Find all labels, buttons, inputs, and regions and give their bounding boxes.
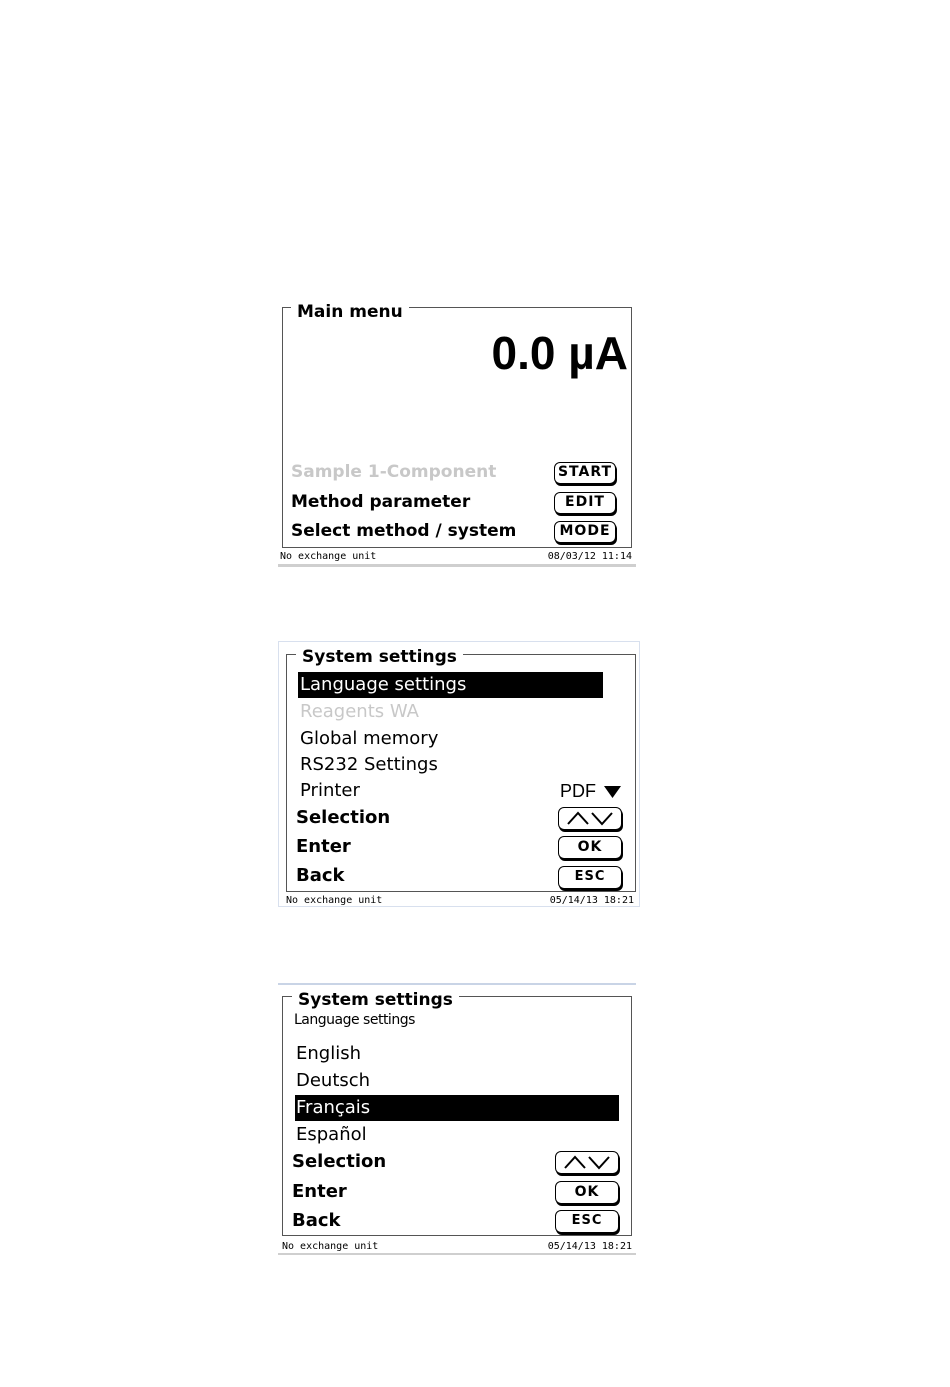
back-label: Back: [292, 1210, 341, 1231]
language-option-francais[interactable]: Français: [295, 1095, 619, 1121]
current-reading: 0.0 µA: [491, 327, 628, 379]
status-divider: [278, 564, 636, 567]
language-option-english[interactable]: English: [296, 1043, 361, 1064]
selection-label: Selection: [296, 807, 391, 828]
status-left: No exchange unit: [282, 1241, 379, 1252]
system-settings-screen: [276, 641, 642, 911]
back-label: Back: [296, 865, 345, 886]
status-left: No exchange unit: [280, 551, 377, 562]
main-menu-screen: [276, 298, 638, 570]
enter-label: Enter: [296, 836, 351, 857]
language-option-deutsch[interactable]: Deutsch: [296, 1070, 371, 1091]
menu-item-rs232-settings[interactable]: RS232 Settings: [300, 754, 438, 775]
selection-label: Selection: [292, 1151, 387, 1172]
selection-up-down-button[interactable]: [555, 1151, 619, 1174]
status-datetime: 05/14/13 18:21: [549, 895, 634, 906]
mode-button[interactable]: MODE: [554, 521, 616, 543]
menu-item-language-settings[interactable]: Language settings: [298, 672, 603, 698]
enter-label: Enter: [292, 1181, 347, 1202]
ok-button[interactable]: OK: [555, 1181, 619, 1204]
status-datetime: 08/03/12 11:14: [547, 551, 632, 562]
status-left: No exchange unit: [286, 895, 383, 906]
system-settings-title: System settings: [296, 649, 463, 666]
menu-item-printer[interactable]: Printer: [300, 780, 360, 801]
method-parameter-label: Method parameter: [291, 492, 471, 512]
language-settings-title: System settings: [292, 992, 459, 1009]
menu-item-reagents-wa: Reagents WA: [300, 701, 419, 722]
language-option-espanol[interactable]: Español: [296, 1124, 367, 1145]
up-down-arrows-icon: [562, 809, 618, 827]
edit-button[interactable]: EDIT: [554, 492, 616, 514]
top-divider: [278, 983, 636, 985]
language-settings-screen: [276, 983, 638, 1255]
status-divider: [278, 1253, 636, 1255]
triangle-down-icon[interactable]: [604, 785, 621, 799]
menu-item-global-memory[interactable]: Global memory: [300, 728, 439, 749]
ok-button[interactable]: OK: [558, 836, 622, 859]
esc-button[interactable]: ESC: [555, 1210, 619, 1233]
esc-button[interactable]: ESC: [558, 866, 622, 889]
main-menu-title: Main menu: [291, 304, 409, 321]
printer-value[interactable]: PDF: [560, 781, 596, 801]
select-method-system-label: Select method / system: [291, 521, 517, 541]
language-settings-subtitle: Language settings: [294, 1012, 415, 1028]
sample-1-component-label: Sample 1-Component: [291, 462, 497, 482]
up-down-arrows-icon: [559, 1153, 615, 1171]
start-button[interactable]: START: [554, 462, 616, 484]
status-datetime: 05/14/13 18:21: [547, 1241, 632, 1252]
selection-up-down-button[interactable]: [558, 807, 622, 830]
